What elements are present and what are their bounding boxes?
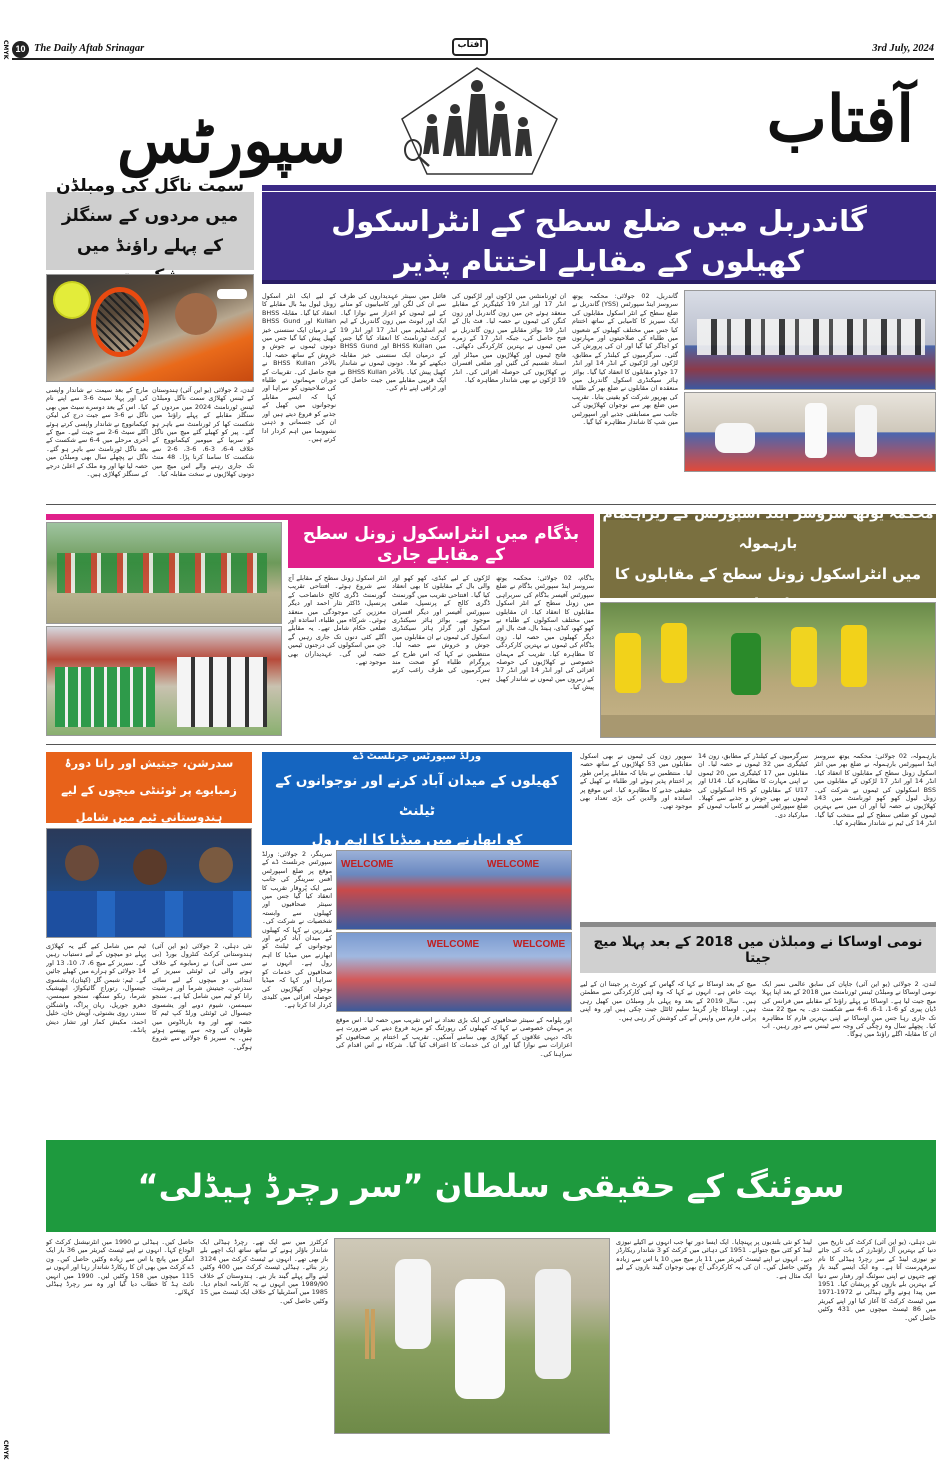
budgam-photo-ceremony [46, 626, 282, 736]
budgam-col-2: لڑکوں کے لیے کبڈی، کھو کھو اور والی بال کے مقابلوں کا بھی انعقاد کیا گیا۔ افتتاحی تقریب میں گورنمنٹ ڈگری کالج کے پرنسپل، ضلعی سپورٹس آفیسر اور دیگر افسران موجود تھے۔ بوائز ہائر سیکنڈری اسکول اور گرلز ہائر سیکنڈری اسکول کی ٹیموں نے ان مقابلوں میں جوش و خروش سے حصہ لیا۔ منتظمین نے کہا کہ اس طرح کے پروگرام طلباء کو صحت مند سرگرمیوں کی طرف راغب کرتے ہیں۔ [392, 574, 490, 683]
masthead [12, 64, 934, 182]
baramulla-headline-2: میں انٹراسکول زونل سطح کے مقابلوں کا [614, 565, 922, 583]
sudharsan-col-2: ٹیم میں شامل کیے گئے یہ کھلاڑی پہلے دو میچوں کے لیے دستیاب رہیں گے۔ سیریز کے میچ 6، 7، 10، 13 اور 14 جولائی کو ہرارے میں کھیلے جائیں گے۔ ٹیم: شبمن گل (کپتان)، یشسوی جیسوال، رتوراج گائیکواڑ، ابھیشیک شرما، رنکو سنگھ، سنجو سیمسن، دھرو جوریل، ریان پراگ، واشنگٹن سندر، روی بشنوئی، آویش خان، خلیل احمد، مکیش کمار اور تشار دیش پانڈے۔ [46, 942, 146, 1035]
judo-photo-group [684, 290, 936, 390]
baramulla-headline-box [600, 506, 936, 598]
osaka-headline-box [580, 927, 936, 973]
nagal-tennis-photo [46, 274, 254, 382]
osaka-col-1: لندن، 2 جولائی (یو این آئی) جاپان کی سابق عالمی نمبر ایک نومی اوساکا نے ومبلڈن ٹینس ٹورنامنٹ میں 2018 کے بعد اپنا پہلا میچ جیت لیا ہے۔ اوساکا نے پہلے راؤنڈ کے مقابلے میں فرانس کی ڈیان پیری کو 6-1، 1-6، 6-4 سے شکست دی۔ یہ میچ 22 منٹ تک جاری رہا جس میں اوساکا نے اپنی بہترین فارم کا مظاہرہ کیا۔ پچھلے سال وہ زچگی کی وجہ سے ٹینس سے دور رہیں۔ اب ان کا مقابلہ اگلے راؤنڈ میں ہوگا۔ [762, 980, 936, 1039]
cmyk-marker-top: CMYK [2, 40, 9, 60]
header-logo: آفتاب [452, 38, 488, 56]
masthead-sports: سپورٹس [117, 104, 346, 177]
sumit-headline-box [46, 176, 254, 270]
world-headline-1: کھیلوں کے میدان آباد کرنے اور نوجوانوں کے ٹیلنٹ [275, 773, 559, 819]
world-headline-2: کو ابھارنے میں میڈیا کا اہم رول [311, 832, 523, 848]
baramulla-col-1: بارہمولہ، 02 جولائی: محکمہ یوتھ سروسز اینڈ اسپورٹس بارہمولہ نے ضلع بھر میں انٹر اسکول زونل سطح کے مقابلوں کا انعقاد کیا۔ انڈر 14 اور انڈر 17 لڑکوں کے مقابلوں میں BSS اسکولوں کی ٹیموں نے شرکت کی۔ زونل لیول کھو کھو ٹورنامنٹ میں 143 کھلاڑیوں نے حصہ لیا اور ان میں سے بہترین ٹیموں کو ضلعی سطح کے لیے منتخب کیا گیا۔ انڈر 14 کی ٹیم نے شاندار مظاہرہ کیا۔ [814, 752, 936, 828]
hadlee-col-4: حاصل کیں۔ ہیڈلی نے 1990 میں انٹرنیشنل کرکٹ کو الوداع کہا۔ انہوں نے اپنے ٹیسٹ کیریئر میں 36 بار ایک اننگز میں پانچ یا اس سے زیادہ وکٹیں حاصل کیں۔ ون ڈے کرکٹ میں بھی ان کا ریکارڈ شاندار رہا اور انہوں نے 115 میچوں میں 158 وکٹیں لیں۔ 1990 میں انہیں نائٹ ہڈ کا خطاب دیا گیا اور وہ سر رچرڈ ہیڈلی کہلائے۔ [46, 1238, 194, 1297]
sudharsan-col-1: نئی دہلی، 2 جولائی (یو این آئی) ہندوستانی کرکٹ کنٹرول بورڈ (بی سی سی آئی) نے زمبابوے کے خلاف ہونے والی ٹی ٹوئنٹی سیریز کے ابتدائی دو میچوں کے لیے سائی سدرشن، جیتیش شرما اور ہرشیت رانا کو ٹیم میں شامل کیا ہے۔ سنجو سیمسن، شیوم دوبے اور یشسوی جیسوال ٹی ٹوئنٹی ورلڈ کپ ٹیم کا حصہ تھے اور وہ بارباڈوس میں طوفان کی وجہ سے پھنسے ہوئے ہیں۔ یہ سیریز 6 جولائی سے شروع ہوگی۔ [152, 942, 252, 1051]
sudharsan-headline: سدرشن، جیتیش اور رانا دورۂ زمبابوے پر ٹوئنٹی میچوں کے لیے ہندوستانی ٹیم میں شامل [61, 755, 237, 824]
welcome-banner-1: WELCOME [341, 859, 394, 870]
main-headline-topbar [262, 185, 936, 191]
sumit-headline: سمت ناگل کی ومبلڈن میں مردوں کے سنگلز کے پہلے راؤنڈ میں [55, 176, 245, 256]
section-divider-2 [46, 744, 936, 745]
baramulla-col-2: سرگرمیوں کے کیلنڈر کے مطابق، زون 14 کیٹیگری میں 32 ٹیموں نے حصہ لیا۔ ان مقابلوں میں 17 کیٹیگری میں 20 ٹیموں نے اپنی مہارت کا مظاہرہ کیا۔ U14 اور U17 کے مقابلوں کو HS اسکولوں کی ٹیموں نے بھی جوش و جذبے سے کھیلا۔ ضلع سپورٹس آفیسر نے کامیاب ٹیموں کو مبارکباد دی۔ [698, 752, 808, 819]
hadlee-col-1: نئی دہلی، (یو این آئی) کرکٹ کی تاریخ میں دنیا کے بہترین آل راؤنڈرز کی بات کی جائے تو نیوزی لینڈ کے سر رچرڈ ہیڈلی کا نام سرفہرست آتا ہے۔ وہ ایک ایسے گیند باز تھے جنہوں نے اپنی سوئنگ اور رفتار سے دنیا کے بہترین بلے بازوں کو پریشان کیا۔ 1951 میں پیدا ہونے والے ہیڈلی نے 1972-1971 میں ٹیسٹ کرکٹ کا آغاز کیا اور اپنے کیریئر میں 86 ٹیسٹ میچوں میں 431 وکٹیں حاصل کیں۔ [818, 1238, 936, 1322]
paper-name: The Daily Aftab Srinagar [34, 43, 145, 54]
journalist-day-photo-1 [336, 850, 572, 930]
budgam-photo-kids [46, 522, 282, 624]
sudharsan-headline-box [46, 757, 252, 823]
sumit-col-2: مارچ کے بعد سیمت نے شاندار واپسی کی اور پہلا سیٹ 6-3 سے اپنے نام کیا۔ اس کے بعد دوسرے سیٹ میں بھی ناگل نے 6-3 سے جیت درج کی لیکن کیکمانووچ نے شاندار واپسی کرتے ہوئے اگلے سیٹ 6-2 سے جیت لیے۔ میچ کے آخری مرحلے میں 4-6 سے شکست کے بعد ناگل ٹورنامنٹ سے باہر ہو گئے۔ ناگل نے پچھلے سال بھی ومبلڈن میں حصہ لیا تھا اور وہ ملک کے اعلیٰ درجے کے سنگلز کھلاڑی ہیں۔ [46, 386, 148, 479]
world-headline-box [262, 751, 572, 848]
baramulla-col-3: سوپور زون کی ٹیموں نے بھی اسکول مقابلوں میں 53 کھلاڑیوں کے ساتھ حصہ لیا۔ منتظمین نے بتایا کہ مقابلے پرامن طور پر اختتام پذیر ہوئے اور طلباء نے کھیل کے حقیقی جذبے کا مظاہرہ کیا۔ اس موقع پر اساتذہ اور والدین کی بڑی تعداد بھی موجود تھی۔ [580, 752, 692, 811]
hadlee-headline-box [46, 1140, 936, 1232]
header-bar [12, 40, 934, 60]
main-col-3: فائنل میں سینئر عہدیداروں کی طرف سے ان کی لگن اور کامیابیوں کو منانے کے لیے ٹیموں کو اعزاز سے نوازا گیا۔ ایک اور ایونٹ میں زون گاندربل کے ایم ایم اسٹیڈیم میں انڈر 17 اور انڈر 19 کرکٹ ٹورنامنٹ کا انعقاد کیا گیا جس میں BHSS Kullan اور BHSS Gund کے درمیان ایک سنسنی خیز مقابلہ دیکھنے کو ملا۔ دونوں ٹیموں نے شاندار کھیل پیش کیا۔ بالآخر BHSS Kullan نے ایک قریبی مقابلے میں جیت حاصل کی اور ٹرافی اپنے نام کی۔ [340, 292, 446, 393]
baramulla-kabaddi-photo [600, 602, 936, 738]
budgam-col-3: انٹر اسکول زونل سطح کے مقابلے آج سے شروع ہوئے۔ افتتاحی تقریب گورنمنٹ ڈگری کالج خانصاحب کے پرنسپل، ڈاکٹر نثار احمد اور دیگر معززین کی موجودگی میں منعقد ہوئی۔ شرکاء میں طلباء، اساتذہ اور ضلعی حکام شامل تھے۔ یہ مقابلے اگلے کئی دنوں تک جاری رہیں گے جن میں اسکولوں کی درجنوں ٹیمیں حصہ لیں گی۔ عہدیداران بھی موجود تھے۔ [288, 574, 386, 667]
osaka-headline: نومی اوساکا نے ومبلڈن میں 2018 کے بعد پہلا میچ جیتا [593, 934, 923, 966]
page-number: 10 [12, 41, 29, 58]
sumit-col-1: لندن، 2 جولائی (یو این آئی) ہندوستان کے ٹینس کھلاڑی سمت ناگل ومبلڈن ٹینس ٹورنامنٹ 2024 میں مردوں کے سنگلز مقابلے کے پہلے راؤنڈ میں شکست کھا کر ٹورنامنٹ سے باہر ہو گئے۔ پیر کو کھیلے گئے میچ میں ناگل کو سربیا کے میومیر کیکمانووچ کے خلاف 4-6، 3-6، 6-3، 6-2 سے شکست کا سامنا کرنا پڑا۔ 48 منٹ تک جاری رہنے والے اس میچ میں دونوں کھلاڑیوں نے سخت مقابلہ کیا۔ [152, 386, 254, 479]
world-col-2: اور پلوامہ کے سینئر صحافیوں کی ایک بڑی تعداد نے اس تقریب میں حصہ لیا۔ اس موقع پر مہمان خصوصی نے کہا کہ کھیلوں کی رپورٹنگ کو مزید فروغ دینے کی ضرورت ہے تاکہ دیہی علاقوں کے کھلاڑی بھی سامنے آسکیں۔ تقریب کے اختتام پر صحافیوں کو اعزازات سے نوازا گیا اور ان کی خدمات کا اعتراف کیا گیا۔ شرکاء نے اس اقدام کی سراہنا کی۔ [336, 1016, 572, 1058]
cricketers-photo [46, 828, 252, 938]
budgam-headline: بڈگام میں انٹراسکول زونل سطح کے مقابلے جاری [302, 523, 580, 565]
main-col-2: ان ٹورنامنٹس میں لڑکوں اور لڑکیوں کی انڈر 17 اور انڈر 19 کیٹیگریز کے مقابلے منعقد ہوئے جن میں زون گاندربل اور زون کنگن کی ٹیموں نے حصہ لیا۔ فٹ بال کے انڈر 19 بوائز مقابلے میں زون گاندربل نے فتح حاصل کی، جبکہ انڈر 17 کے زمرے میں ٹیموں نے بہترین کارکردگی دکھائی۔ فاتح ٹیموں اور کھلاڑیوں میں میڈلز اور اسناد تقسیم کی گئیں اور ضلعی افسران نے کھلاڑیوں کی حوصلہ افزائی کی۔ انڈر 19 لڑکوں نے بھی شاندار مظاہرہ کیا۔ [452, 292, 566, 385]
cmyk-marker-bottom: CMYK [2, 1440, 9, 1460]
masthead-aftab: آفتاب [766, 82, 914, 157]
hadlee-cricket-photo [334, 1238, 610, 1434]
hadlee-headline: سوئنگ کے حقیقی سلطان ”سر رچرڈ ہیڈلی“ [137, 1167, 845, 1205]
budgam-headline-box [288, 520, 594, 568]
welcome-banner-3: WELCOME [427, 939, 480, 950]
world-kicker: ورلڈ سپورٹس جرنلسٹ ڈے [352, 751, 482, 762]
main-headline: گاندربل میں ضلع سطح کے انٹراسکول کھیلوں کے مقابلے اختتام پذیر [331, 204, 867, 278]
main-col-1: گاندربل، 02 جولائی: محکمہ یوتھ سروسز اینڈ سپورٹس (YSS) گاندربل نے ضلع سطح کے انٹر اسکول مقابلوں کی ایک سیریز کا کامیابی کے ساتھ اختتام کیا جس میں مختلف کھیلوں کے شعبوں میں طلباء کی صلاحیتوں اور مہارتوں کو اجاگر کیا گیا اور ان کی پرورش کی گئی۔ سرگرمیوں کے کیلنڈر کے مطابق، لڑکوں اور لڑکیوں کے انڈر 14 اور انڈر 17 جوڈو مقابلوں کا انعقاد کیا گیا۔ بوائز ہائر سیکنڈری اسکول گاندربل میں منعقدہ ان مقابلوں نے ضلع بھر کے طلباء کی بھرپور شرکت کو یقینی بنایا۔ تقریب میں ضلع بھر سے نوجوان کھلاڑیوں کی جانب سے مسابقتی جذبے اور اسپورٹس مین شپ کا شاندار مظاہرہ کیا گیا۔ [572, 292, 678, 427]
sports-silhouettes-logo [377, 64, 582, 176]
welcome-banner-4: WELCOME [513, 939, 566, 950]
judo-photo-bout [684, 392, 936, 472]
welcome-banner-2: WELCOME [487, 859, 540, 870]
budgam-col-1: بڈگام، 02 جولائی: محکمہ یوتھ سروسز اینڈ سپورٹس بڈگام نے ضلع سپورٹس آفیسر بڈگام کی سربراہی میں زونل سطح کے انٹر اسکول مقابلوں کا انعقاد کیا۔ ان مقابلوں میں مختلف اسکولوں کے طلباء نے کھو کھو، کبڈی، ہینڈ بال، فٹ بال اور دیگر کھیلوں میں حصہ لیا۔ زون بڈگام کی ٹیموں نے بہترین کارکردگی کا مظاہرہ کیا۔ تقریب کے مہمان خصوصی نے کھلاڑیوں کی حوصلہ افزائی کی اور انڈر 14 اور انڈر 17 کے زمروں میں ٹیموں نے شاندار کھیل پیش کیا۔ [496, 574, 594, 692]
issue-date: 3rd July, 2024 [872, 43, 934, 54]
main-headline-banner [262, 192, 936, 284]
baramulla-headline-1: محکمہ یوتھ سروسز اینڈ اسپورٹس کے زیراہتمام بارہمولہ [602, 506, 934, 552]
hadlee-col-2: لینڈ کو نئی بلندیوں پر پہنچایا۔ ایک ایسا دور تھا جب انہوں نے اکیلے نیوزی لینڈ کو کئی میچ جتوائے۔ 1951 کی دہائی میں کرکٹ کو 3 شاندار ریکارڈز دیے۔ انہوں نے اپنے ٹیسٹ کیریئر میں 11 بار میچ میں 10 یا اس سے زیادہ وکٹیں حاصل کیں۔ ان کی یہ کارکردگی آج بھی نوجوان گیند بازوں کے لیے ایک مثال ہے۔ [616, 1238, 812, 1280]
journalist-day-photo-2 [336, 932, 572, 1012]
osaka-col-2: میچ کے بعد اوساکا نے کہا کہ گھاس کے کورٹ پر جیتنا ان کے لیے بہت خاص ہے۔ انہوں نے کہا کہ وہ اپنی کارکردگی سے مطمئن ہیں۔ سال 2019 کے بعد وہ پہلی بار ومبلڈن میں کھیل رہی ہیں۔ اوساکا چار گرینڈ سلیم ٹائٹل جیت چکی ہیں اور وہ اپنی پرانی فارم میں واپس آنے کی کوشش کر رہی ہیں۔ [580, 980, 756, 1022]
hadlee-col-3: کرکٹرز میں سے ایک تھے۔ رچرڈ ہیڈلی ایک شاندار باؤلر ہونے کے ساتھ ساتھ ایک اچھے بلے باز بھی تھے۔ انہوں نے ٹیسٹ کرکٹ میں 3124 رنز بنائے۔ ہیڈلی ٹیسٹ کرکٹ میں 400 وکٹیں لینے والے پہلے گیند باز بنے۔ ہندوستان کے خلاف 1989/90 میں انہوں نے یہ کارنامہ انجام دیا۔ 1985 میں آسٹریلیا کے خلاف ایک ٹیسٹ میں 15 وکٹیں حاصل کیں۔ [200, 1238, 328, 1305]
world-col-1: سرینگر، 2 جولائی: ورلڈ سپورٹس جرنلسٹ ڈے کے موقع پر ضلع اسپورٹس آفس سرینگر کی جانب سے ایک پُروقار تقریب کا انعقاد کیا گیا جس میں سینئر صحافیوں اور کھیلوں سے وابستہ شخصیات نے شرکت کی۔ مقررین نے کہا کہ کھیلوں کے میدان آباد کرنے اور نوجوانوں کے ٹیلنٹ کو ابھارنے میں میڈیا کا اہم رول ہے۔ انہوں نے صحافیوں کی خدمات کو سراہا اور کہا کہ میڈیا نوجوان کھلاڑیوں کی حوصلہ افزائی میں کلیدی کردار ادا کرتا ہے۔ [262, 850, 332, 1010]
main-col-4: کے لیے ایک انٹر اسکول زونل لیول بیڈ بال مقابلے کا انعقاد کیا گیا۔ مقابلہ BHSS Kullan اور BHSS Gund کے درمیان ایک سنسنی خیز کھیل پیش کیا گیا جس میں دونوں ٹیموں نے جوش و خروش کے ساتھ حصہ لیا۔ بالآخر BHSS Kullan نے فتح حاصل کی۔ تقریبات کے دوران مہمانوں نے طلباء کی صلاحیتوں کو سراہا اور کہا کہ ایسے مقابلے نوجوانوں میں کھیل کے جذبے کو فروغ دیتے ہیں اور ان کی جسمانی و ذہنی نشوونما میں اہم کردار ادا کرتے ہیں۔ [262, 292, 336, 443]
